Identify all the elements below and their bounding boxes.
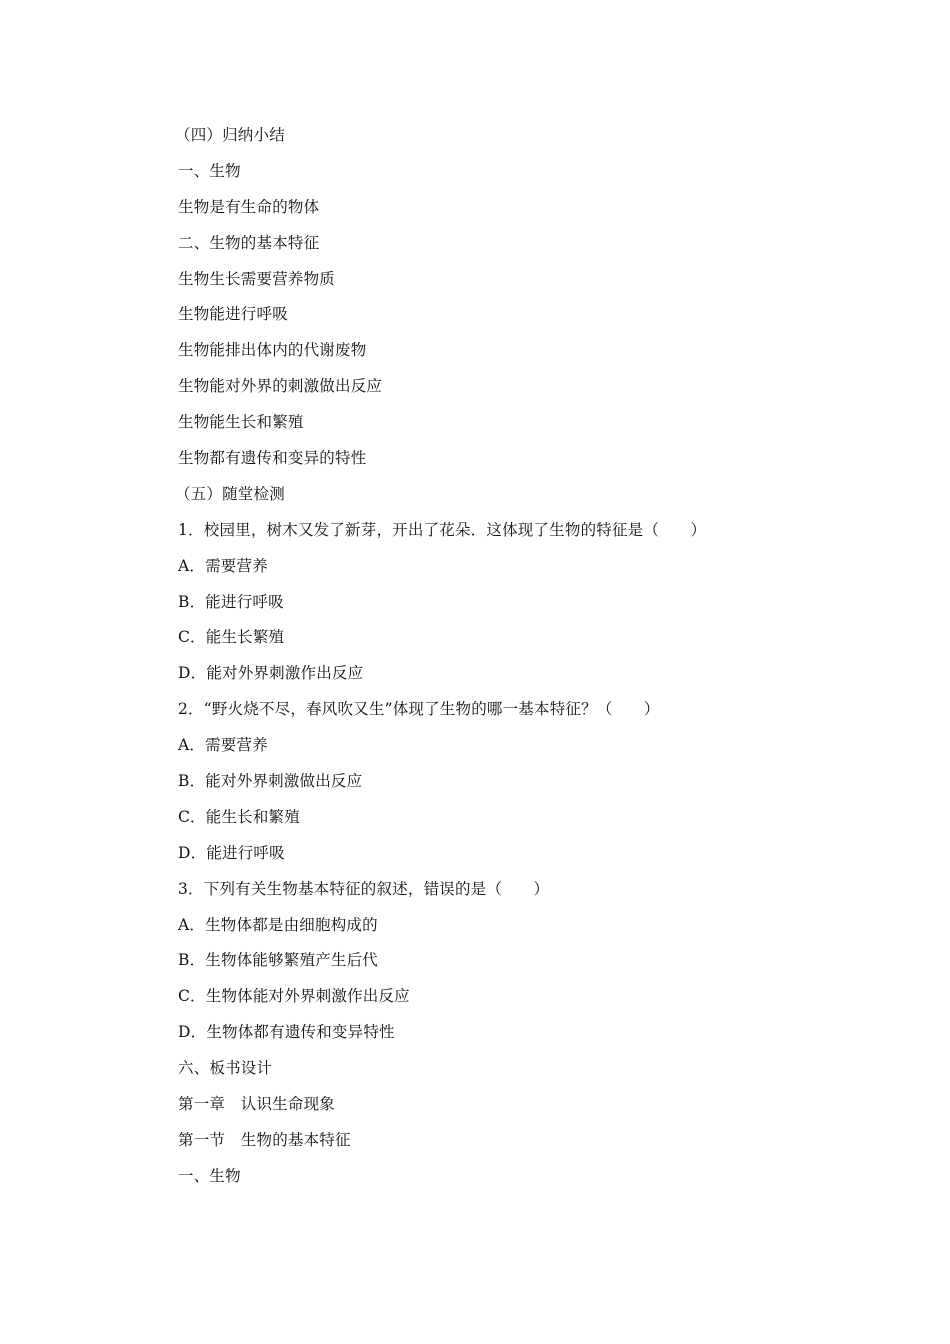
question-1-option-d: D．能对外界刺激作出反应 xyxy=(178,664,364,683)
question-3-option-d: D．生物体都有遗传和变异特性 xyxy=(178,1023,395,1042)
section-heading-quiz: （五）随堂检测 xyxy=(175,484,285,503)
heading-basic-features: 二、生物的基本特征 xyxy=(178,233,320,252)
question-2-option-b: B．能对外界刺激做出反应 xyxy=(178,772,363,791)
question-3: 3．下列有关生物基本特征的叙述，错误的是（ ） xyxy=(178,879,550,898)
question-1-option-c: C．能生长繁殖 xyxy=(178,628,285,647)
question-1-option-a: A．需要营养 xyxy=(178,556,268,575)
question-2-option-c: C．能生长和繁殖 xyxy=(178,807,300,826)
text-line: 生物能生长和繁殖 xyxy=(178,413,304,432)
text-line: 生物生长需要营养物质 xyxy=(178,269,336,288)
text-line: 生物能进行呼吸 xyxy=(178,305,288,324)
question-3-option-c: C．生物体能对外界刺激作出反应 xyxy=(178,987,410,1006)
text-line: 生物能排出体内的代谢废物 xyxy=(178,341,367,360)
text-line: 生物是有生命的物体 xyxy=(178,197,320,216)
heading-organism-board: 一、生物 xyxy=(178,1166,241,1185)
question-3-option-b: B．生物体能够繁殖产生后代 xyxy=(178,951,378,970)
text-line: 生物都有遗传和变异的特性 xyxy=(178,449,367,468)
question-2: 2．“野火烧不尽，春风吹又生”体现了生物的哪一基本特征？（ ） xyxy=(178,700,660,719)
question-2-option-d: D．能进行呼吸 xyxy=(178,843,285,862)
question-1-option-b: B．能进行呼吸 xyxy=(178,592,284,611)
section-title: 第一节 生物的基本特征 xyxy=(178,1130,351,1149)
document-page xyxy=(175,118,878,1195)
text-line: 生物能对外界的刺激做出反应 xyxy=(178,377,383,396)
question-3-option-a: A．生物体都是由细胞构成的 xyxy=(178,915,378,934)
question-1: 1．校园里，树木又发了新芽，开出了花朵．这体现了生物的特征是（ ） xyxy=(178,520,707,539)
section-heading-summary: （四）归纳小结 xyxy=(175,126,285,144)
question-2-option-a: A．需要营养 xyxy=(178,736,268,755)
heading-board-design: 六、板书设计 xyxy=(178,1059,273,1078)
heading-organism: 一、生物 xyxy=(178,161,241,180)
chapter-title: 第一章 认识生命现象 xyxy=(178,1095,336,1114)
